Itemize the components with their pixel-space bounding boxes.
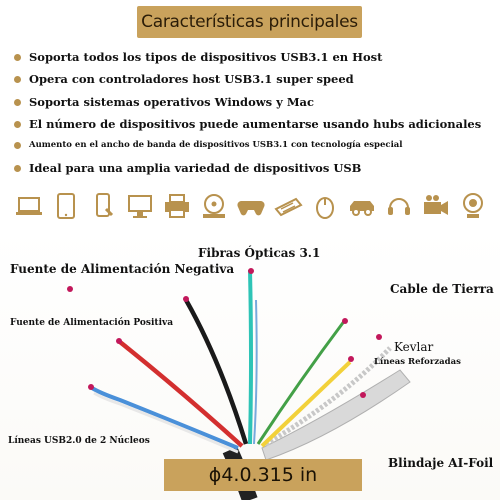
feature-text: Aumento en el ancho de banda de dispositivos USB3.1 con tecnología especial [29, 140, 403, 150]
foil-shield [262, 370, 410, 460]
feature-text: Soporta todos los tipos de dispositivos USB3.1 en Host [29, 50, 383, 64]
label-marker [248, 268, 254, 274]
label-fuente-positiva: Fuente de Alimentación Positiva [10, 318, 174, 328]
feature-text: Opera con controladores host USB3.1 super speed [29, 72, 354, 86]
label-fuente-negativa: Fuente de Alimentación Negativa [10, 262, 235, 276]
label-cable-tierra: Cable de Tierra [390, 282, 494, 296]
cable-diameter: ϕ4.0.315 in [208, 464, 318, 486]
feature-text: El número de dispositivos puede aumentarse usando hubs adicionales [29, 117, 482, 131]
label-fibras-opticas: Fibras Ópticas 3.1 [198, 246, 321, 260]
feature-text: Ideal para una amplia variedad de dispositivos USB [29, 161, 362, 175]
fiber-wire-thin [254, 300, 257, 444]
positive-wire-red [120, 342, 242, 446]
page-title: Características principales [141, 12, 358, 32]
label-kevlar: Kevlar [394, 340, 434, 354]
label-lineas-usb2: Líneas USB2.0 de 2 Núcleos [8, 436, 150, 446]
fiber-wire-teal [250, 270, 251, 444]
label-lineas-reforzadas: Líneas Reforzadas [374, 357, 461, 367]
label-marker [348, 356, 354, 362]
cable-size-banner [164, 459, 362, 491]
label-marker [360, 392, 366, 398]
label-blindaje: Blindaje AI-Foil [388, 456, 494, 470]
label-marker [342, 318, 348, 324]
feature-text: Soporta sistemas operativos Windows y Mac [29, 95, 315, 109]
label-marker [376, 334, 382, 340]
label-marker [116, 338, 122, 344]
label-marker [88, 384, 94, 390]
label-marker [183, 296, 189, 302]
label-marker [67, 286, 73, 292]
